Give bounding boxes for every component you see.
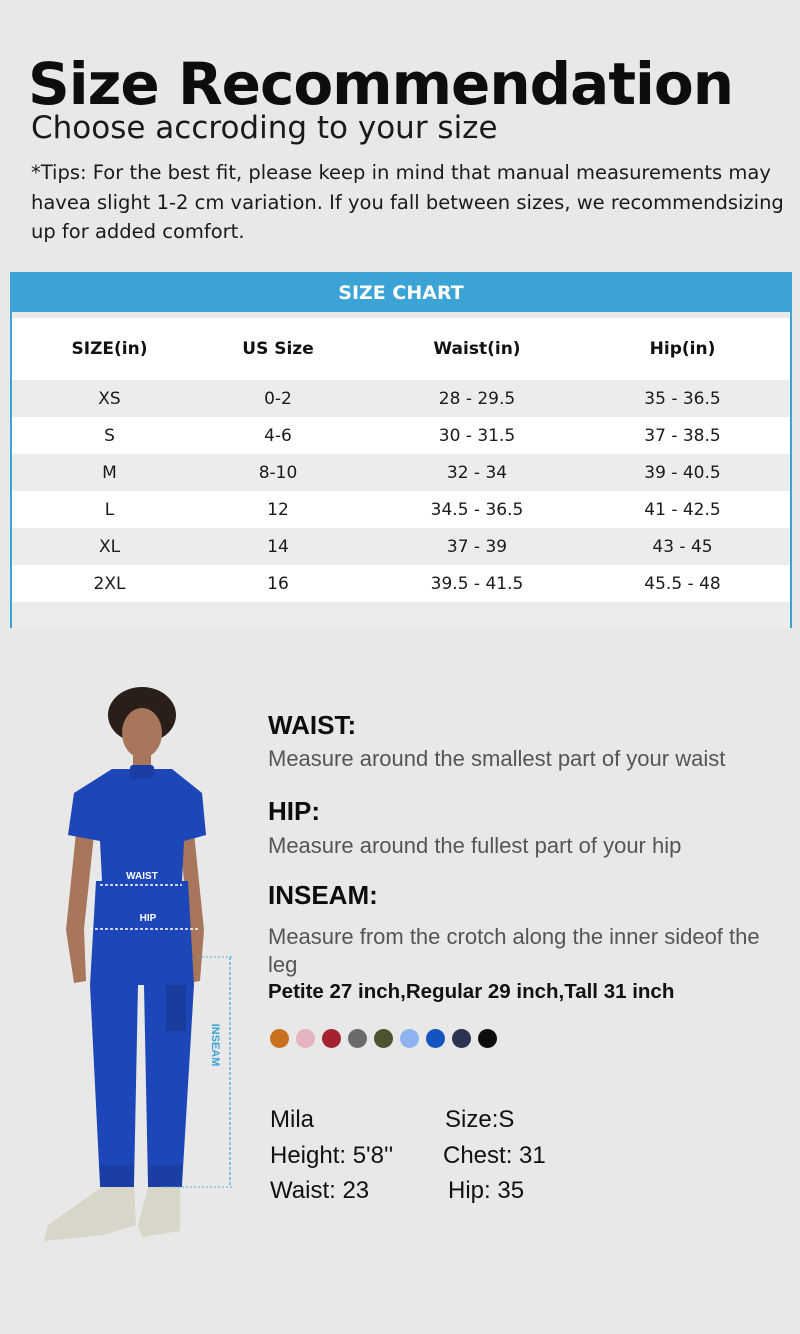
table-cell: XL: [98, 536, 121, 557]
model-name: Mila: [270, 1106, 315, 1133]
size-chart-title: SIZE CHART: [12, 274, 790, 312]
page-title: Size Recommendation: [28, 50, 734, 118]
table-row: [12, 417, 790, 454]
table-row: [12, 491, 790, 528]
waist-instructions: Measure around the smallest part of your waist: [268, 746, 726, 771]
inseam-instructions: Measure from the crotch along the inner sideof the leg: [268, 924, 760, 977]
table-row: [12, 528, 790, 565]
table-cell: XS: [98, 388, 121, 409]
table-cell: 37 - 39: [446, 536, 508, 557]
page-subtitle: Choose accroding to your size: [31, 110, 498, 146]
model-figure: [30, 685, 260, 1255]
color-swatch[interactable]: [452, 1029, 471, 1048]
table-cell: 2XL: [93, 573, 126, 594]
model-waist: Waist: 23: [270, 1177, 370, 1204]
color-swatch[interactable]: [322, 1029, 341, 1048]
color-swatch[interactable]: [426, 1029, 445, 1048]
inseam-figure-label: INSEAM: [209, 1023, 221, 1067]
waist-heading: WAIST:: [268, 710, 357, 740]
model-hip: Hip: 35: [448, 1177, 525, 1204]
inseam-heading: INSEAM:: [268, 880, 378, 910]
table-cell: 0-2: [264, 388, 292, 409]
right-cuff-shape: [148, 1165, 182, 1187]
table-header-row: [12, 318, 790, 380]
table-cell: 8-10: [258, 462, 298, 483]
table-cell: 43 - 45: [652, 536, 713, 557]
left-shoe-shape: [44, 1187, 136, 1241]
color-swatch[interactable]: [296, 1029, 315, 1048]
table-cell: M: [102, 462, 117, 483]
table-cell: 4-6: [264, 425, 292, 446]
table-cell: 16: [267, 573, 289, 594]
table-cell: 37 - 38.5: [644, 425, 721, 446]
size-chart-table: [10, 272, 792, 628]
color-swatch[interactable]: [400, 1029, 419, 1048]
table-cell: 34.5 - 36.5: [430, 499, 524, 520]
column-header-us-size: US Size: [242, 339, 314, 359]
column-header-hip: Hip(in): [649, 339, 716, 359]
waist-section: [268, 710, 725, 773]
table-cell: 14: [267, 536, 289, 557]
table-row: [12, 565, 790, 602]
table-cell: 28 - 29.5: [438, 388, 516, 409]
left-arm-shape: [66, 833, 94, 983]
table-body: [12, 380, 790, 602]
table-cell: 12: [267, 499, 289, 520]
left-cuff-shape: [100, 1165, 134, 1187]
table-cell: L: [104, 499, 115, 520]
model-size: Size:S: [445, 1106, 515, 1133]
hip-figure-label: HIP: [139, 913, 157, 924]
color-swatches: [270, 1029, 497, 1048]
model-height: Height: 5'8'': [270, 1142, 394, 1169]
collar-shape: [130, 765, 154, 779]
table-cell: 39 - 40.5: [644, 462, 721, 483]
table-row: [12, 454, 790, 491]
table-cell: 30 - 31.5: [438, 425, 516, 446]
waist-figure-label: WAIST: [126, 871, 158, 882]
hip-section: [268, 796, 681, 860]
hip-heading: HIP:: [268, 796, 320, 826]
color-swatch[interactable]: [374, 1029, 393, 1048]
table-cell: 39.5 - 41.5: [430, 573, 524, 594]
fit-tips: *Tips: For the best fit, please keep in mind that manual measurements may havea slight 1-2 cm variation. If you fall between sizes, we recommendsizing up for added comfort.: [31, 161, 784, 243]
column-header-waist: Waist(in): [433, 339, 521, 359]
table-footer: [12, 602, 790, 629]
table-cell: S: [104, 425, 115, 446]
column-header-size: SIZE(in): [71, 339, 148, 359]
table-cell: 45.5 - 48: [644, 573, 721, 594]
face-shape: [122, 708, 162, 758]
table-cell: 35 - 36.5: [644, 388, 721, 409]
color-swatch[interactable]: [478, 1029, 497, 1048]
table-row: [12, 380, 790, 417]
hip-instructions: Measure around the fullest part of your hip: [268, 833, 682, 858]
inseam-section: [268, 880, 768, 979]
table-cell: 32 - 34: [446, 462, 508, 483]
scrub-pants-shape: [90, 881, 194, 1185]
color-swatch[interactable]: [348, 1029, 367, 1048]
inseam-lengths: Petite 27 inch,Regular 29 inch,Tall 31 inch: [268, 980, 675, 1003]
table-cell: 41 - 42.5: [644, 499, 721, 520]
model-chest: Chest: 31: [443, 1142, 546, 1169]
color-swatch[interactable]: [270, 1029, 289, 1048]
cargo-pocket-shape: [166, 985, 186, 1031]
right-shoe-shape: [138, 1187, 180, 1237]
